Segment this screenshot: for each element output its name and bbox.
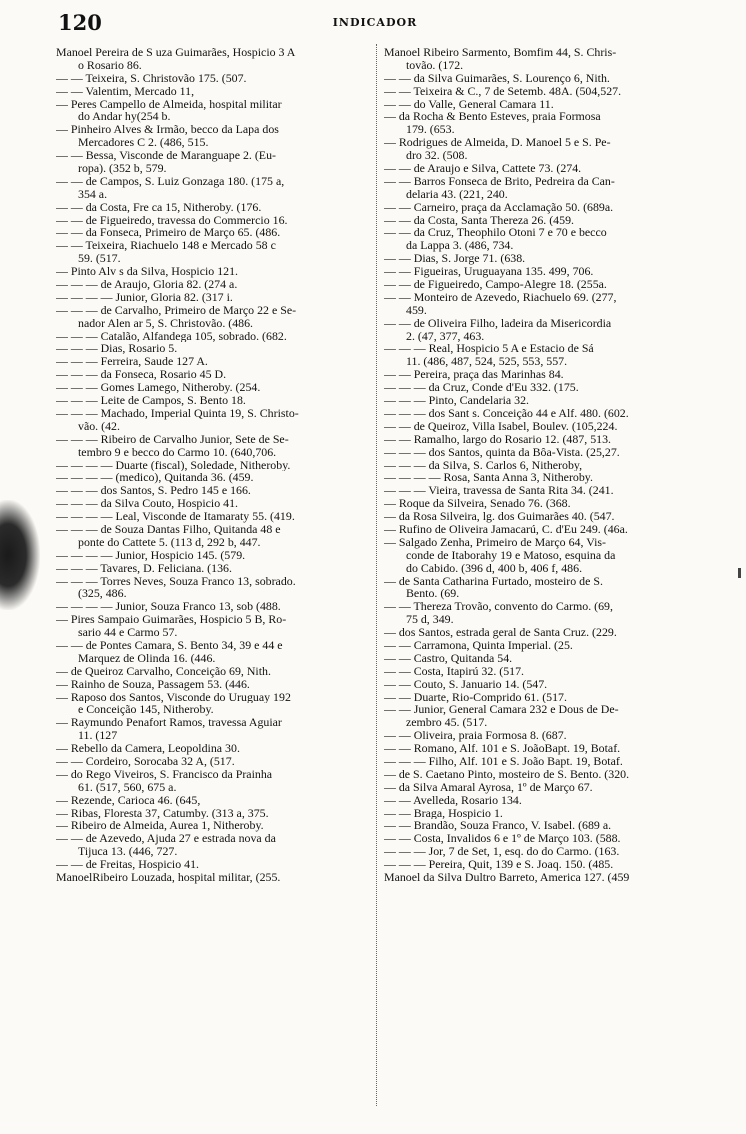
directory-line: — — do Valle, General Camara 11. xyxy=(384,97,554,111)
directory-line: nador Alen ar 5, S. Christovão. (486. xyxy=(78,316,254,330)
directory-line: — Salgado Zenha, Primeiro de Março 64, Vis- xyxy=(384,535,606,549)
directory-line: — — de Figueiredo, Campo-Alegre 18. (255a. xyxy=(384,278,607,291)
directory-line: — — — Jor, 7 de Set, 1, esq. do do Carmo. (163. xyxy=(384,845,620,859)
directory-line: — Raymundo Penafort Ramos, travessa Aguiar xyxy=(56,716,282,730)
directory-line: — — de Queiroz, Villa Isabel, Boulev. (105,224. xyxy=(384,419,618,433)
directory-line: vão. (42. xyxy=(78,419,120,433)
right-column xyxy=(384,46,704,884)
directory-line: Manoel da Silva Dultro Barreto, America 127. (459 xyxy=(384,871,630,884)
directory-line: — — de Freitas, Hospicio 41. xyxy=(56,858,200,871)
directory-line: — — — Pinto, Candelaria 32. xyxy=(384,394,529,407)
directory-line: e Conceição 145, Nitheroby. xyxy=(78,703,214,717)
left-column xyxy=(56,46,374,884)
directory-line: — — — Ribeiro de Carvalho Junior, Sete de Se- xyxy=(56,432,289,446)
directory-line: — — Monteiro de Azevedo, Riachuelo 69. (277, xyxy=(384,290,617,304)
directory-line: — — Pereira, praça das Marinhas 84. xyxy=(384,368,564,382)
directory-line: — — — Gomes Lamego, Nitheroby. (254. xyxy=(56,381,261,395)
directory-line: — — — de Souza Dantas Filho, Quitanda 48 e xyxy=(56,522,281,536)
page-header xyxy=(0,10,746,36)
directory-line: — — — Filho, Alf. 101 e S. João Bapt. 19, Botaf. xyxy=(384,754,623,768)
directory-line: — de Santa Catharina Furtado, mosteiro de S. xyxy=(384,574,603,588)
directory-line: 179. (653. xyxy=(406,123,455,137)
directory-line: do Andar hy(254 b. xyxy=(78,110,171,124)
directory-line: ManoelRibeiro Louzada, hospital militar, (255. xyxy=(56,871,281,884)
directory-line: ponte do Cattete 5. (113 d, 292 b, 447. xyxy=(78,535,261,549)
directory-line: tovão. (172. xyxy=(406,58,464,72)
directory-line: 59. (517. xyxy=(78,252,121,266)
directory-line: — — de Pontes Camara, S. Bento 34, 39 e 44 e xyxy=(56,638,283,652)
directory-line: — — da Costa, Santa Thereza 26. (459. xyxy=(384,213,574,227)
directory-line: — — — Ferreira, Saude 127 A. xyxy=(56,355,208,369)
directory-line: — — de Campos, S. Luiz Gonzaga 180. (175 a, xyxy=(56,174,285,188)
directory-line: 11. (486, 487, 524, 525, 553, 557. xyxy=(406,355,568,369)
directory-line: — — Carramona, Quinta Imperial. (25. xyxy=(384,638,573,652)
directory-line: 75 d, 349. xyxy=(406,613,454,627)
directory-line: — — Couto, S. Januario 14. (547. xyxy=(384,677,548,691)
directory-line: — — — Machado, Imperial Quinta 19, S. Christo- xyxy=(56,406,299,420)
directory-line: — Rufino de Oliveira Jamacarú, C. d'Eu 249. (46a. xyxy=(384,522,628,536)
directory-line: — — — Vieira, travessa de Santa Rita 34. (241. xyxy=(384,484,614,498)
directory-line: delaria 43. (221, 240. xyxy=(406,187,508,201)
directory-line: — — Castro, Quitanda 54. xyxy=(384,651,513,665)
directory-line: — — — da Silva, S. Carlos 6, Nitheroby, xyxy=(384,458,583,472)
directory-line: — — Costa, Itapirú 32. (517. xyxy=(384,664,525,678)
directory-line: — Ribeiro de Almeida, Aurea 1, Nitheroby. xyxy=(56,819,264,833)
directory-line: — — — da Silva Couto, Hospicio 41. xyxy=(56,497,238,511)
directory-line: 11. (127 xyxy=(78,729,118,743)
directory-line: — — Cordeiro, Sorocaba 32 A, (517. xyxy=(56,754,235,768)
directory-line: — — — da Fonseca, Rosario 45 D. xyxy=(56,368,227,382)
directory-line: — Peres Campello de Almeida, hospital militar xyxy=(56,97,282,111)
directory-line: — — — dos Santos, quinta da Bôa-Vista. (25,27. xyxy=(384,445,620,459)
directory-line: da Lappa 3. (486, 734. xyxy=(406,239,514,253)
directory-line: Marquez de Olinda 16. (446. xyxy=(78,651,216,665)
directory-line: ropa). (352 b, 579. xyxy=(78,162,167,175)
directory-line: — da Rosa Silveira, lg. dos Guimarães 40. (547. xyxy=(384,510,615,523)
directory-line: Manoel Pereira de S uza Guimarães, Hospicio 3 A xyxy=(56,46,296,59)
directory-line: 459. xyxy=(406,303,427,317)
directory-line: Tijuca 13. (446, 727. xyxy=(78,845,178,859)
directory-line: — Roque da Silveira, Senado 76. (368. xyxy=(384,497,571,511)
directory-line: — — da Fonseca, Primeiro de Março 65. (486. xyxy=(56,226,281,240)
directory-line: — — — Dias, Rosario 5. xyxy=(56,342,178,356)
directory-line: — — Barros Fonseca de Brito, Pedreira da Can- xyxy=(384,174,615,188)
directory-line: — — — — (medico), Quitanda 36. (459. xyxy=(56,471,254,485)
directory-line: — — — dos Santos, S. Pedro 145 e 166. xyxy=(56,484,251,498)
directory-line: — — — de Araujo, Gloria 82. (274 a. xyxy=(56,278,238,291)
directory-line: — — Junior, General Camara 232 e Dous de De- xyxy=(384,703,619,717)
ink-speck xyxy=(738,568,741,578)
directory-line: — — Teixeira, S. Christovão 175. (507. xyxy=(56,71,247,85)
page-number: 120 xyxy=(58,10,102,35)
directory-line: Manoel Ribeiro Sarmento, Bomfim 44, S. Chris- xyxy=(384,46,617,59)
directory-line: — Raposo dos Santos, Visconde do Uruguay 192 xyxy=(56,690,291,704)
directory-line: do Cabido. (396 d, 400 b, 406 f, 486. xyxy=(406,561,583,575)
directory-line: — — — Real, Hospicio 5 A e Estacio de Sá xyxy=(384,342,594,356)
directory-line: — — de Figueiredo, travessa do Commercio 16. xyxy=(56,213,288,227)
directory-line: — da Silva Amaral Ayrosa, 1º de Março 67. xyxy=(384,780,593,794)
directory-line: 61. (517, 560, 675 a. xyxy=(78,780,177,794)
directory-line: — — — — Rosa, Santa Anna 3, Nitheroby. xyxy=(384,471,593,485)
directory-line: Mercadores C 2. (486, 515. xyxy=(78,136,209,150)
directory-line: — — — Catalão, Alfandega 105, sobrado. (682. xyxy=(56,329,287,343)
directory-line: 354 a. xyxy=(78,187,108,201)
directory-line: — — de Oliveira Filho, ladeira da Misericordia xyxy=(384,316,612,330)
directory-line: (325, 486. xyxy=(78,587,127,601)
directory-line: — Pires Sampaio Guimarães, Hospicio 5 B, Ro- xyxy=(56,613,287,627)
directory-line: — — da Silva Guimarães, S. Lourenço 6, Nith. xyxy=(384,71,610,85)
column-divider xyxy=(376,44,378,1106)
directory-line: — de Queiroz Carvalho, Conceição 69, Nith. xyxy=(56,664,271,678)
directory-line: — — Ramalho, largo do Rosario 12. (487, 513. xyxy=(384,432,612,446)
directory-line: — — — Pereira, Quit, 139 e S. Joaq. 150. (485. xyxy=(384,858,614,871)
directory-line: — de S. Caetano Pinto, mosteiro de S. Bento. (320. xyxy=(384,767,630,781)
directory-line: — — Avelleda, Rosario 134. xyxy=(384,793,522,807)
directory-line: — — — Torres Neves, Souza Franco 13, sobrado. xyxy=(56,574,296,588)
directory-line: — Rebello da Camera, Leopoldina 30. xyxy=(56,742,240,755)
directory-line: — Pinto Alv s da Silva, Hospicio 121. xyxy=(56,265,238,279)
directory-line: — dos Santos, estrada geral de Santa Cruz. (229. xyxy=(384,626,617,639)
directory-line: — — Braga, Hospicio 1. xyxy=(384,806,503,820)
directory-line: o Rosario 86. xyxy=(78,58,142,72)
directory-line: — — Teixeira, Riachuelo 148 e Mercado 58 c xyxy=(56,239,276,253)
directory-line: — — — da Cruz, Conde d'Eu 332. (175. xyxy=(384,381,579,395)
directory-line: — — Bessa, Visconde de Maranguape 2. (Eu- xyxy=(56,149,276,163)
directory-line: — Ribas, Floresta 37, Catumby. (313 a, 375. xyxy=(56,806,269,820)
directory-line: — Rainho de Souza, Passagem 53. (446. xyxy=(56,677,250,691)
directory-line: — — Teixeira & C., 7 de Setemb. 48A. (504,527. xyxy=(384,84,622,98)
directory-line: — — Romano, Alf. 101 e S. JoãoBapt. 19, Botaf. xyxy=(384,742,621,755)
directory-line: conde de Itaborahy 19 e Matoso, esquina da xyxy=(406,548,616,562)
directory-line: — — — de Carvalho, Primeiro de Março 22 e Se- xyxy=(56,303,297,317)
directory-line: tembro 9 e becco do Carmo 10. (640,706. xyxy=(78,445,277,459)
directory-line: zembro 45. (517. xyxy=(406,716,488,730)
running-title: INDICADOR xyxy=(332,16,418,29)
directory-line: — Pinheiro Alves & Irmão, becco da Lapa dos xyxy=(56,123,279,137)
directory-line: — — Figueiras, Uruguayana 135. 499, 706. xyxy=(384,265,594,279)
directory-line: — — — Tavares, D. Feliciana. (136. xyxy=(56,561,232,575)
directory-line: — — — — Leal, Visconde de Itamaraty 55. (419. xyxy=(56,510,295,523)
directory-line: — — Costa, Invalidos 6 e 1º de Março 103. (588. xyxy=(384,832,621,846)
directory-line: — — — dos Sant s. Conceição 44 e Alf. 480. (602. xyxy=(384,406,629,420)
directory-line: Bento. (69. xyxy=(406,587,460,601)
directory-line: — do Rego Viveiros, S. Francisco da Prainha xyxy=(56,767,273,781)
directory-line: — — da Costa, Fre ca 15, Nitheroby. (176. xyxy=(56,200,262,214)
directory-line: — — — Leite de Campos, S. Bento 18. xyxy=(56,394,246,407)
directory-line: — — Valentim, Mercado 11, xyxy=(56,84,195,98)
directory-line: — — — — Duarte (fiscal), Soledade, Nitheroby. xyxy=(56,458,291,472)
directory-line: — Rodrigues de Almeida, D. Manoel 5 e S. Pe- xyxy=(384,136,611,150)
directory-line: — — Dias, S. Jorge 71. (638. xyxy=(384,252,526,266)
directory-line: 2. (47, 377, 463. xyxy=(406,329,485,343)
directory-line: sario 44 e Carmo 57. xyxy=(78,626,178,639)
ink-blot xyxy=(0,500,40,610)
directory-line: — — — — Junior, Gloria 82. (317 i. xyxy=(56,290,233,304)
directory-line: — — Thereza Trovão, convento do Carmo. (69, xyxy=(384,600,613,614)
directory-line: — — Carneiro, praça da Acclamação 50. (689a. xyxy=(384,200,614,214)
directory-line: — — — — Junior, Souza Franco 13, sob (488. xyxy=(56,600,281,614)
directory-line: — da Rocha & Bento Esteves, praia Formosa xyxy=(384,110,601,124)
directory-line: — — Brandão, Souza Franco, V. Isabel. (689 a. xyxy=(384,819,612,833)
directory-line: — Rezende, Carioca 46. (645, xyxy=(56,793,201,807)
directory-line: — — de Azevedo, Ajuda 27 e estrada nova da xyxy=(56,832,276,846)
directory-line: — — da Cruz, Theophilo Otoni 7 e 70 e becco xyxy=(384,226,607,240)
directory-line: — — Oliveira, praia Formosa 8. (687. xyxy=(384,729,567,743)
directory-line: dro 32. (508. xyxy=(406,149,468,163)
directory-line: — — Duarte, Rio-Comprido 61. (517. xyxy=(384,690,567,704)
directory-line: — — de Araujo e Silva, Cattete 73. (274. xyxy=(384,162,582,175)
directory-line: — — — — Junior, Hospicio 145. (579. xyxy=(56,548,246,562)
